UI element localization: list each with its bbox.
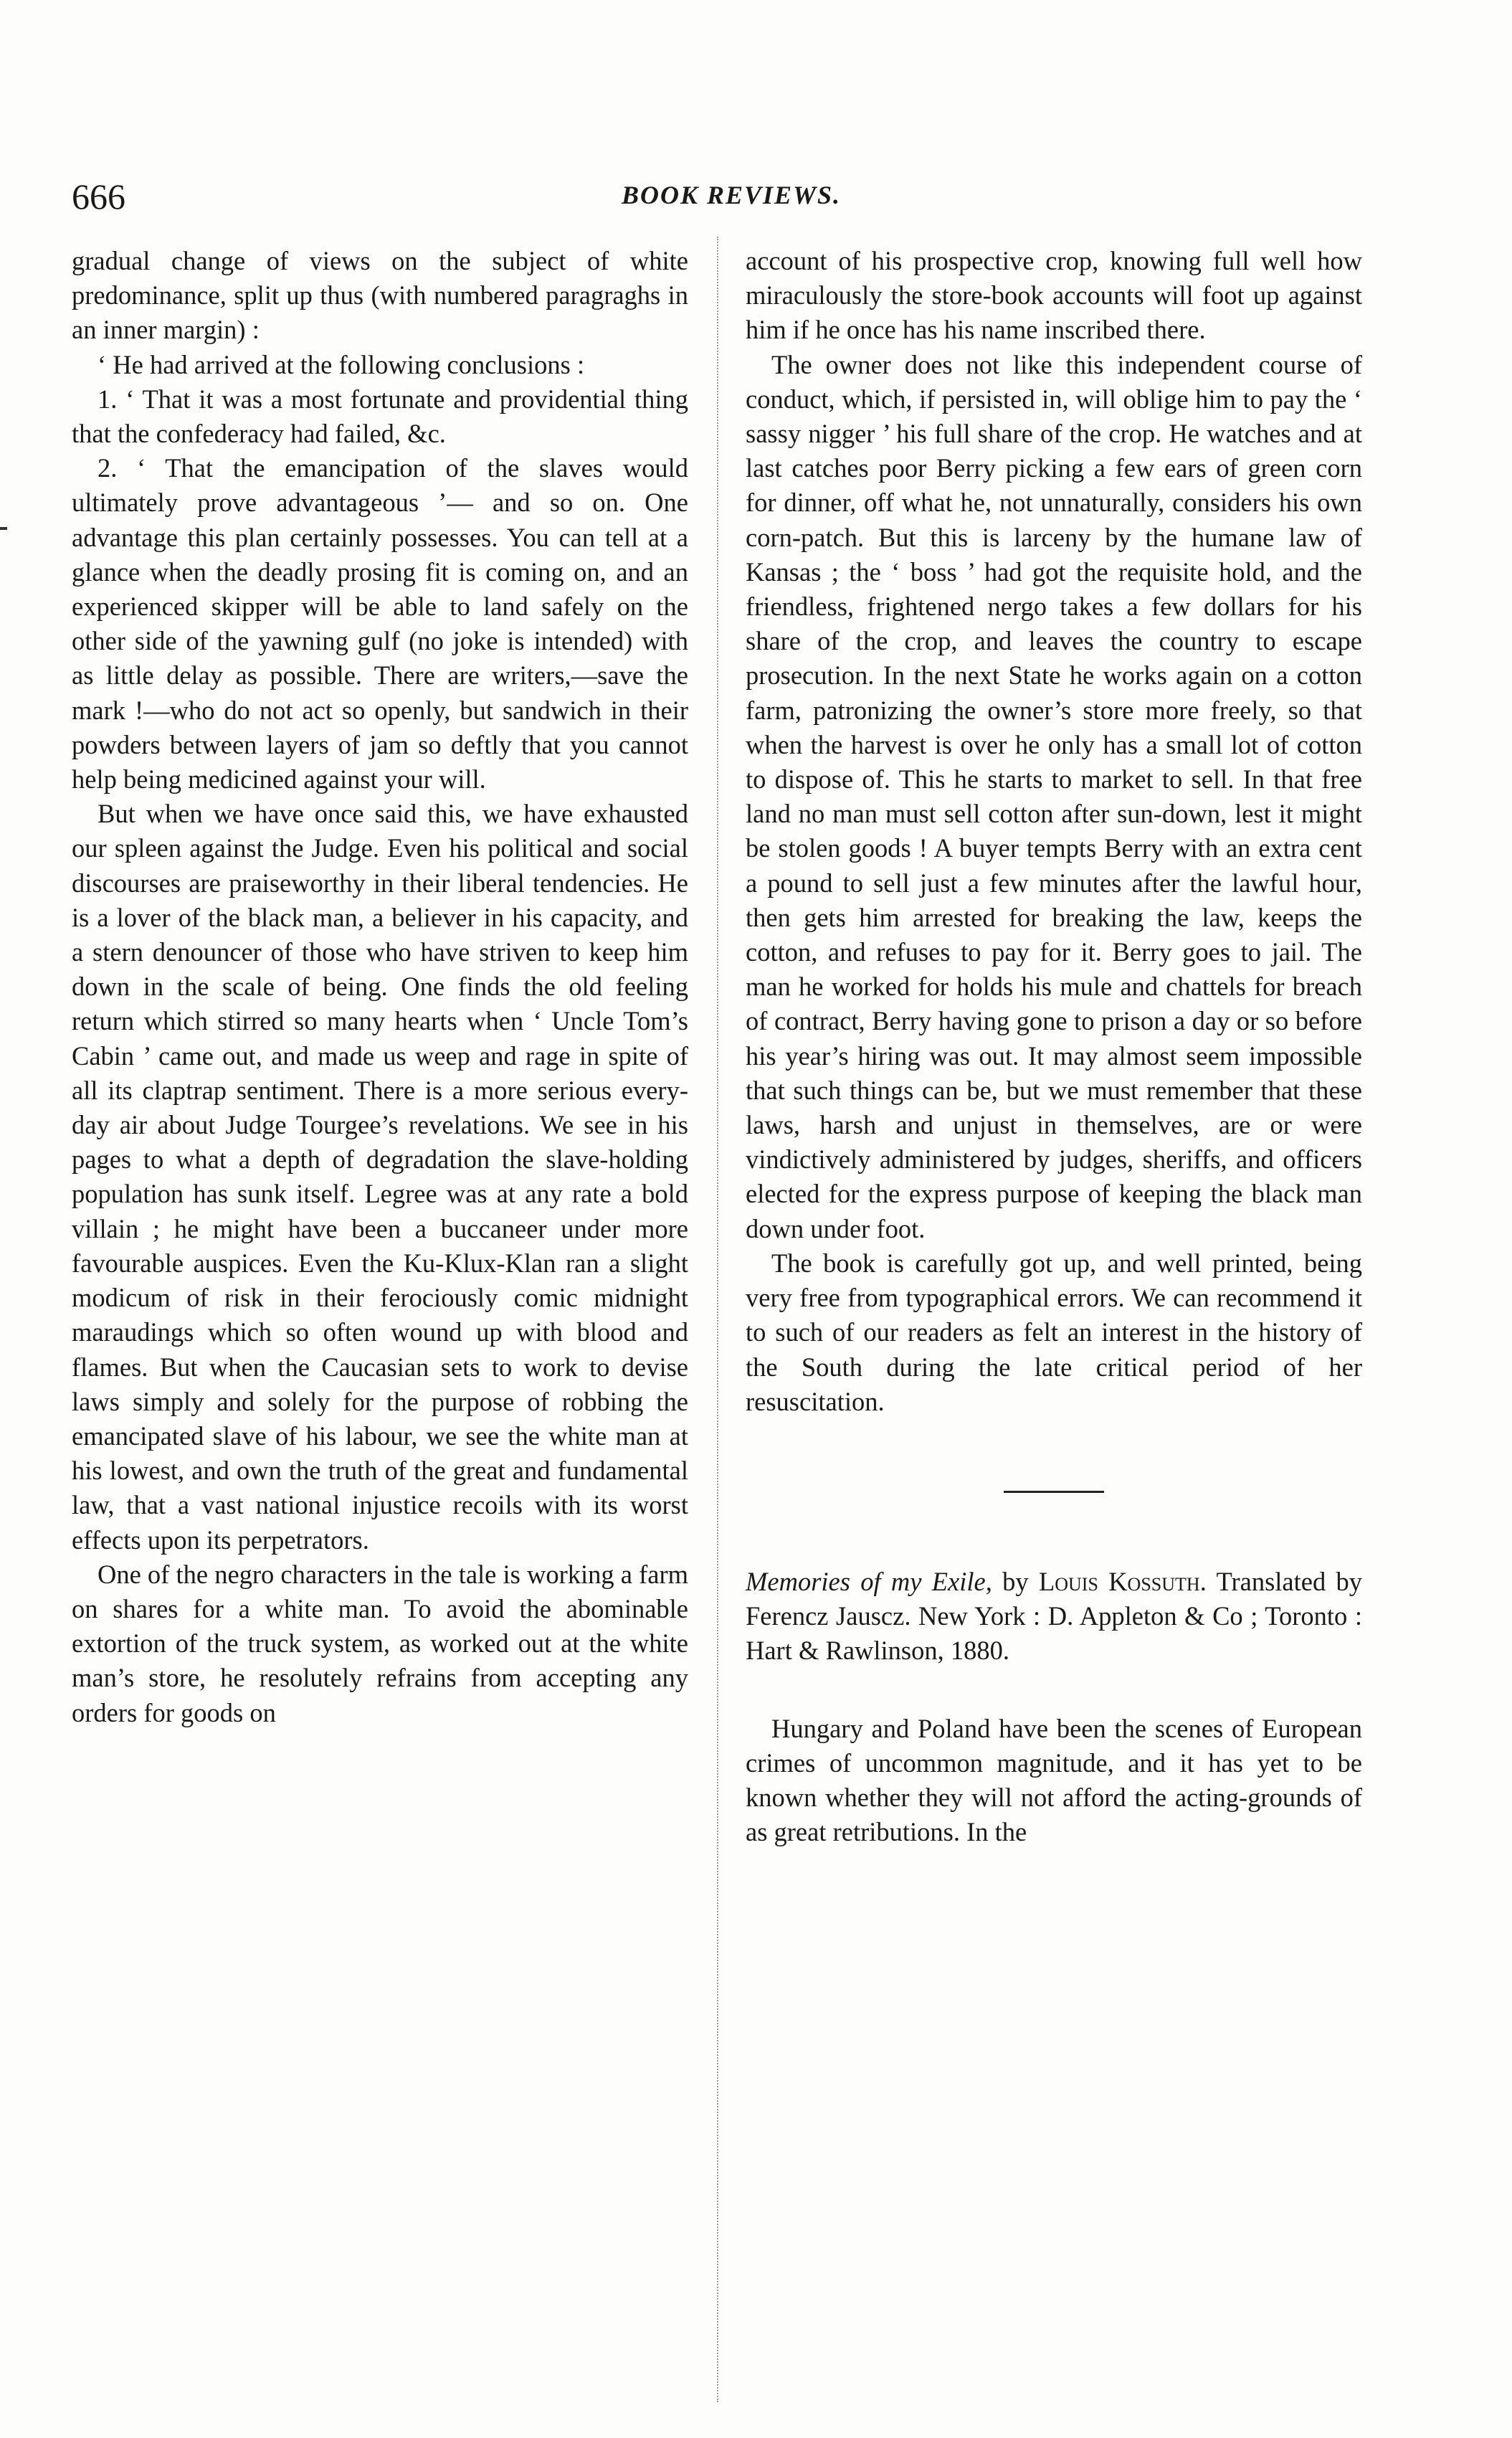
paragraph: gradual change of views on the subject of white predominance, split up thus (with numbered paragraghs in an inner margin) : [72, 246, 688, 345]
numbered-paragraph: 2. ‘ That the emancipation of the slaves would ultimately prove advantageous ’— and so on. One advantage this plan certainly possesses. You can tell at a glance when the deadly prosing fit is coming on, and an experienced skipper will be able to land safely on the other side of the yawning gulf (no joke is intended) with as little delay as possible. There are writers,—save the mark !—who do not act so openly, but sandwich in their powders between layers of jam so deftly that you cannot help being medicined against your will. [72, 453, 688, 795]
column-divider [717, 237, 718, 2402]
review-citation [746, 1565, 1362, 1669]
review-publication-details: Translated by Ferencz Jauscz. New York : D. Appleton & Co ; Toronto : Hart & Rawlinson, 1880. [746, 1566, 1362, 1666]
paragraph: The owner does not like this independent course of conduct, which, if persisted in, will oblige him to pay the ‘ sassy nigger ’ his full share of the crop. He watches and at last catches poor Berry picking a few ears of green corn for dinner, off what he, not unnaturally, considers his own corn-patch. But this is larceny by the humane law of Kansas ; the ‘ boss ’ had got the requisite hold, and the friendless, frightened nergo takes a few dollars for his share of the crop, and leaves the country to escape prosecution. In the next State he works again on a cotton farm, patronizing the owner’s store more freely, so that when the harvest is over he only has a small lot of cotton to dispose of. This he starts to market to sell. In that free land no man must sell cotton after sun-down, lest it might be stolen goods ! A buyer tempts Berry with an extra cent a pound to sell just a few minutes after the lawful hour, then gets him arrested for breaking the law, keeps the cotton, and refuses to pay for it. Berry goes to jail. The man he worked for holds his mule and chattels for breach of contract, Berry having gone to prison a day or so before his year’s hiring was out. It may almost seem impossible that such things can be, but we must remember that these laws, harsh and unjust in themselves, are or were vindictively administered by judges, sheriffs, and officers elected for the express purpose of keeping the black man down under foot. [746, 349, 1362, 1243]
left-column [72, 244, 688, 1730]
spacer [746, 1669, 1362, 1712]
review-author: Louis Kossuth. [1038, 1566, 1207, 1596]
page-number: 666 [72, 176, 125, 217]
margin-mark [0, 527, 7, 530]
section-rule [1004, 1491, 1104, 1493]
paragraph: But when we have once said this, we have exhausted our spleen against the Judge. Even his political and social discourses are praiseworthy in their liberal tendencies. He is a lover of the black man, a believer in his capacity, and a stern denouncer of those who have striven to keep him down in the scale of being. One finds the old feeling return which stirred so many hearts when ‘ Uncle Tom’s Cabin ’ came out, and made us weep and rage in spite of all its claptrap sentiment. There is a more serious every-day air about Judge Tourgee’s revelations. We see in his pages to what a depth of degradation the slave-holding population has sunk itself. Legree was at any rate a bold villain ; he might have been a buccaneer under more favourable auspices. Even the Ku-Klux-Klan ran a slight modicum of risk in their ferociously comic midnight maraudings which so often wound up with blood and flames. But when the Caucasian sets to work to devise laws simply and solely for the purpose of robbing the emancipated slave of his labour, we see the white man at his lowest, and own the truth of the great and fundamental law, that a vast national injustice recoils with its worst effects upon its perpetrators. [72, 799, 688, 1555]
right-column [746, 244, 1362, 1849]
paragraph: account of his prospective crop, knowing full well how miraculously the store-book accounts will foot up against him if he once has his name inscribed there. [746, 246, 1362, 345]
paragraph: The book is carefully got up, and well printed, being very free from typographical errors. We can recommend it to such of our readers as felt an interest in the history of the South during the late critical period of her resuscitation. [746, 1248, 1362, 1416]
paragraph: ‘ He had arrived at the following conclusions : [98, 349, 585, 379]
page-header [72, 176, 1391, 219]
running-head: BOOK REVIEWS. [621, 181, 842, 209]
numbered-paragraph: 1. ‘ That it was a most fortunate and providential thing that the confederacy had failed, &c. [72, 384, 688, 449]
review-by: by [992, 1566, 1039, 1596]
paragraph: One of the negro characters in the tale is working a farm on shares for a white man. To avoid the abominable extortion of the truck system, as worked out at the white man’s store, he resolutely refrains from accepting any orders for goods on [72, 1559, 688, 1727]
review-opening-paragraph: Hungary and Poland have been the scenes of European crimes of uncommon magnitude, and it has yet to be known whether they will not afford the acting-grounds of as great retributions. In the [746, 1713, 1362, 1847]
review-book-title: Memories of my Exile, [746, 1566, 992, 1596]
